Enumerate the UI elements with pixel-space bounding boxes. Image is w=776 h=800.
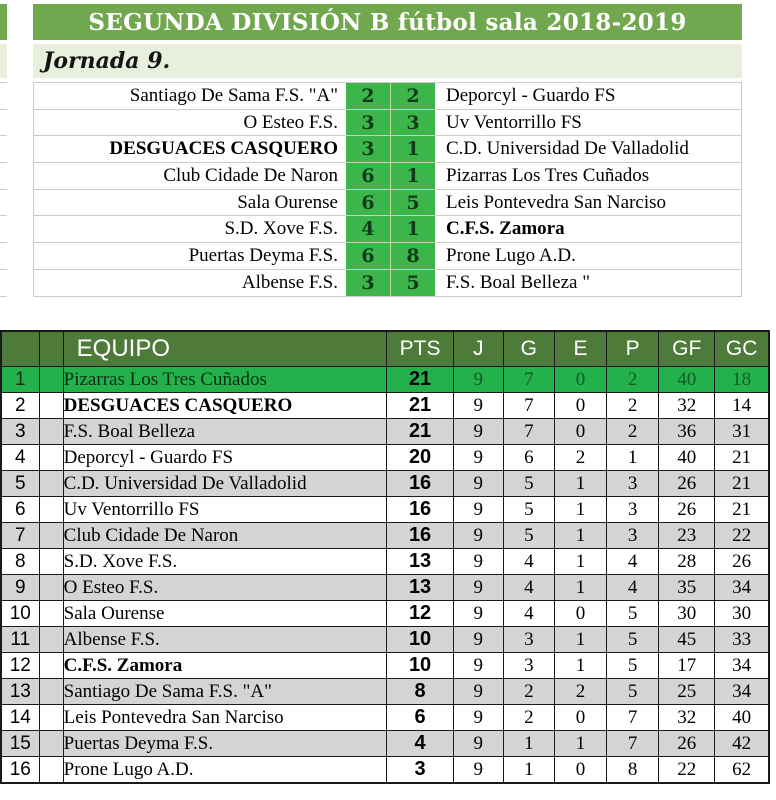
goals-for-cell: 32 (659, 705, 715, 731)
points-cell: 13 (387, 575, 453, 601)
drawn-cell: 1 (554, 731, 606, 757)
points-cell: 10 (387, 653, 453, 679)
played-cell: 9 (453, 679, 503, 705)
won-cell: 1 (503, 731, 554, 757)
position-cell: 11 (1, 627, 39, 653)
standings-row (1, 445, 769, 471)
position-cell: 15 (1, 731, 39, 757)
played-cell: 9 (453, 653, 503, 679)
home-score: 3 (346, 270, 391, 296)
home-score: 3 (346, 110, 391, 136)
team-name-cell: Puertas Deyma F.S. (63, 731, 387, 757)
drawn-cell: 1 (554, 497, 606, 523)
drawn-cell: 0 (554, 705, 606, 731)
result-row (34, 83, 741, 110)
position-cell: 8 (1, 549, 39, 575)
result-row (34, 190, 741, 217)
away-score: 1 (391, 216, 435, 242)
played-cell: 9 (453, 419, 503, 445)
played-cell: 9 (453, 731, 503, 757)
won-cell: 1 (503, 757, 554, 784)
goals-for-cell: 30 (659, 601, 715, 627)
home-team-name: Sala Ourense (237, 191, 338, 213)
goals-for-cell: 36 (659, 419, 715, 445)
position-cell: 4 (1, 445, 39, 471)
lost-cell: 5 (607, 653, 659, 679)
played-cell: 9 (453, 627, 503, 653)
points-cell: 12 (387, 601, 453, 627)
header-e: E (554, 331, 606, 367)
won-cell: 3 (503, 627, 554, 653)
position-cell: 1 (1, 367, 39, 393)
played-cell: 9 (453, 471, 503, 497)
spacer-cell (39, 367, 63, 393)
goals-for-cell: 40 (659, 445, 715, 471)
goals-against-cell: 42 (715, 731, 769, 757)
goals-for-cell: 22 (659, 757, 715, 784)
goals-against-cell: 62 (715, 757, 769, 784)
standings-row (1, 731, 769, 757)
standings-row (1, 419, 769, 445)
team-name-cell: Leis Pontevedra San Narciso (63, 705, 387, 731)
header-gc: GC (715, 331, 769, 367)
played-cell: 9 (453, 601, 503, 627)
lost-cell: 3 (607, 523, 659, 549)
lost-cell: 8 (607, 757, 659, 784)
team-name-cell: S.D. Xove F.S. (63, 549, 387, 575)
won-cell: 2 (503, 679, 554, 705)
goals-against-cell: 14 (715, 393, 769, 419)
standings-section (0, 330, 770, 784)
away-team-name: C.D. Universidad De Valladolid (446, 138, 689, 160)
won-cell: 6 (503, 445, 554, 471)
position-cell: 3 (1, 419, 39, 445)
position-cell: 14 (1, 705, 39, 731)
matchday-label: Jornada 9. (33, 44, 742, 78)
home-team-name: S.D. Xove F.S. (224, 218, 338, 240)
lost-cell: 1 (607, 445, 659, 471)
drawn-cell: 2 (554, 445, 606, 471)
away-score: 8 (391, 243, 435, 269)
goals-against-cell: 33 (715, 627, 769, 653)
points-cell: 16 (387, 471, 453, 497)
team-name-cell: Albense F.S. (63, 627, 387, 653)
top-section (33, 4, 742, 297)
standings-row (1, 705, 769, 731)
lost-cell: 3 (607, 497, 659, 523)
won-cell: 4 (503, 575, 554, 601)
goals-for-cell: 26 (659, 471, 715, 497)
position-cell: 5 (1, 471, 39, 497)
points-cell: 16 (387, 523, 453, 549)
goals-against-cell: 34 (715, 575, 769, 601)
away-team-name: C.F.S. Zamora (446, 218, 565, 240)
drawn-cell: 1 (554, 627, 606, 653)
spacer-cell (39, 731, 63, 757)
away-team-name: Uv Ventorrillo FS (446, 111, 582, 133)
goals-for-cell: 25 (659, 679, 715, 705)
home-team-name: DESGUACES CASQUERO (109, 138, 338, 160)
played-cell: 9 (453, 367, 503, 393)
goals-for-cell: 28 (659, 549, 715, 575)
drawn-cell: 1 (554, 653, 606, 679)
position-cell: 9 (1, 575, 39, 601)
won-cell: 7 (503, 419, 554, 445)
home-score: 2 (346, 83, 391, 109)
goals-against-cell: 26 (715, 549, 769, 575)
team-name-cell: Santiago De Sama F.S. "A" (63, 679, 387, 705)
left-edge-jornada-band (0, 44, 7, 78)
team-name-cell: O Esteo F.S. (63, 575, 387, 601)
standings-row (1, 549, 769, 575)
home-team-name: Santiago De Sama F.S. "A" (129, 85, 338, 106)
header-gf: GF (659, 331, 715, 367)
team-name-cell: Deporcyl - Guardo FS (63, 445, 387, 471)
away-score: 5 (391, 270, 435, 296)
standings-row (1, 679, 769, 705)
spacer-cell (39, 419, 63, 445)
won-cell: 5 (503, 523, 554, 549)
home-team-name: Albense F.S. (241, 271, 338, 293)
home-score: 6 (346, 243, 391, 269)
home-score: 4 (346, 216, 391, 242)
result-row (34, 243, 741, 270)
spacer-cell (39, 523, 63, 549)
drawn-cell: 1 (554, 549, 606, 575)
goals-against-cell: 21 (715, 445, 769, 471)
goals-for-cell: 32 (659, 393, 715, 419)
home-score: 6 (346, 163, 391, 189)
drawn-cell: 0 (554, 601, 606, 627)
standings-row (1, 627, 769, 653)
team-name-cell: Prone Lugo A.D. (63, 757, 387, 784)
goals-against-cell: 21 (715, 497, 769, 523)
won-cell: 7 (503, 367, 554, 393)
header-equipo: EQUIPO (63, 331, 387, 367)
won-cell: 3 (503, 653, 554, 679)
goals-against-cell: 30 (715, 601, 769, 627)
lost-cell: 2 (607, 367, 659, 393)
header-g: G (503, 331, 554, 367)
standings-row (1, 601, 769, 627)
position-cell: 2 (1, 393, 39, 419)
lost-cell: 5 (607, 627, 659, 653)
won-cell: 7 (503, 393, 554, 419)
position-cell: 6 (1, 497, 39, 523)
drawn-cell: 0 (554, 757, 606, 784)
spacer-cell (39, 497, 63, 523)
spacer-cell (39, 705, 63, 731)
left-edge-row-lines (0, 82, 7, 297)
goals-for-cell: 45 (659, 627, 715, 653)
won-cell: 2 (503, 705, 554, 731)
goals-against-cell: 22 (715, 523, 769, 549)
played-cell: 9 (453, 523, 503, 549)
lost-cell: 2 (607, 419, 659, 445)
home-team-name: Puertas Deyma F.S. (188, 245, 338, 267)
goals-against-cell: 18 (715, 367, 769, 393)
drawn-cell: 1 (554, 575, 606, 601)
home-score: 3 (346, 136, 391, 162)
won-cell: 5 (503, 471, 554, 497)
standings-row (1, 523, 769, 549)
away-score: 2 (391, 83, 435, 109)
goals-for-cell: 40 (659, 367, 715, 393)
goals-against-cell: 34 (715, 679, 769, 705)
left-edge-artifact (0, 4, 7, 297)
points-cell: 8 (387, 679, 453, 705)
goals-for-cell: 26 (659, 731, 715, 757)
points-cell: 20 (387, 445, 453, 471)
points-cell: 21 (387, 367, 453, 393)
points-cell: 6 (387, 705, 453, 731)
won-cell: 5 (503, 497, 554, 523)
result-row (34, 270, 741, 296)
away-team-name: Pizarras Los Tres Cuñados (446, 165, 650, 187)
result-row (34, 216, 741, 243)
away-team-name: Deporcyl - Guardo FS (446, 85, 616, 106)
lost-cell: 5 (607, 601, 659, 627)
spacer-cell (39, 757, 63, 784)
spacer-cell (39, 627, 63, 653)
standings-row (1, 575, 769, 601)
lost-cell: 7 (607, 705, 659, 731)
played-cell: 9 (453, 393, 503, 419)
away-team-name: Prone Lugo A.D. (446, 245, 576, 267)
spacer-cell (39, 393, 63, 419)
drawn-cell: 0 (554, 419, 606, 445)
lost-cell: 3 (607, 471, 659, 497)
spacer-cell (39, 679, 63, 705)
lost-cell: 7 (607, 731, 659, 757)
team-name-cell: Uv Ventorrillo FS (63, 497, 387, 523)
results-table (33, 82, 742, 297)
team-name-cell: F.S. Boal Belleza (63, 419, 387, 445)
header-spacer-blank (39, 331, 63, 367)
home-team-name: Club Cidade De Naron (163, 165, 338, 187)
standings-row (1, 497, 769, 523)
played-cell: 9 (453, 575, 503, 601)
away-score: 1 (391, 163, 435, 189)
drawn-cell: 1 (554, 523, 606, 549)
team-name-cell: Pizarras Los Tres Cuñados (63, 367, 387, 393)
result-row (34, 136, 741, 163)
lost-cell: 2 (607, 393, 659, 419)
goals-for-cell: 17 (659, 653, 715, 679)
goals-for-cell: 35 (659, 575, 715, 601)
played-cell: 9 (453, 497, 503, 523)
team-name-cell: C.D. Universidad De Valladolid (63, 471, 387, 497)
home-team-name: O Esteo F.S. (243, 111, 338, 133)
played-cell: 9 (453, 705, 503, 731)
league-title: SEGUNDA DIVISIÓN B fútbol sala 2018-2019 (33, 4, 742, 40)
result-row (34, 163, 741, 190)
standings-row (1, 471, 769, 497)
standings-table-body (1, 367, 769, 784)
position-cell: 10 (1, 601, 39, 627)
lost-cell: 4 (607, 575, 659, 601)
header-p: P (607, 331, 659, 367)
standings-row (1, 757, 769, 784)
position-cell: 13 (1, 679, 39, 705)
spacer-cell (39, 601, 63, 627)
away-score: 5 (391, 190, 435, 216)
won-cell: 4 (503, 601, 554, 627)
points-cell: 21 (387, 393, 453, 419)
played-cell: 9 (453, 549, 503, 575)
standings-row (1, 367, 769, 393)
lost-cell: 5 (607, 679, 659, 705)
points-cell: 3 (387, 757, 453, 784)
points-cell: 13 (387, 549, 453, 575)
header-pts: PTS (387, 331, 453, 367)
spacer-cell (39, 471, 63, 497)
team-name-cell: Sala Ourense (63, 601, 387, 627)
standings-header-row (1, 331, 769, 367)
away-score: 1 (391, 136, 435, 162)
spacer-cell (39, 549, 63, 575)
goals-against-cell: 21 (715, 471, 769, 497)
team-name-cell: DESGUACES CASQUERO (63, 393, 387, 419)
position-cell: 7 (1, 523, 39, 549)
home-score: 6 (346, 190, 391, 216)
goals-against-cell: 40 (715, 705, 769, 731)
standings-row (1, 653, 769, 679)
lost-cell: 4 (607, 549, 659, 575)
away-team-name: Leis Pontevedra San Narciso (446, 191, 667, 213)
goals-for-cell: 23 (659, 523, 715, 549)
standings-table (0, 330, 770, 784)
drawn-cell: 2 (554, 679, 606, 705)
standings-row (1, 393, 769, 419)
points-cell: 10 (387, 627, 453, 653)
left-edge-title-band (0, 4, 7, 40)
position-cell: 12 (1, 653, 39, 679)
goals-against-cell: 34 (715, 653, 769, 679)
result-row (34, 110, 741, 137)
away-score: 3 (391, 110, 435, 136)
position-cell: 16 (1, 757, 39, 784)
goals-against-cell: 31 (715, 419, 769, 445)
drawn-cell: 1 (554, 471, 606, 497)
spacer-cell (39, 575, 63, 601)
goals-for-cell: 26 (659, 497, 715, 523)
drawn-cell: 0 (554, 367, 606, 393)
drawn-cell: 0 (554, 393, 606, 419)
played-cell: 9 (453, 757, 503, 784)
away-team-name: F.S. Boal Belleza " (446, 271, 590, 293)
header-j: J (453, 331, 503, 367)
points-cell: 4 (387, 731, 453, 757)
points-cell: 21 (387, 419, 453, 445)
spacer-cell (39, 653, 63, 679)
won-cell: 4 (503, 549, 554, 575)
header-position-blank (1, 331, 39, 367)
team-name-cell: C.F.S. Zamora (63, 653, 387, 679)
points-cell: 16 (387, 497, 453, 523)
played-cell: 9 (453, 445, 503, 471)
team-name-cell: Club Cidade De Naron (63, 523, 387, 549)
spacer-cell (39, 445, 63, 471)
